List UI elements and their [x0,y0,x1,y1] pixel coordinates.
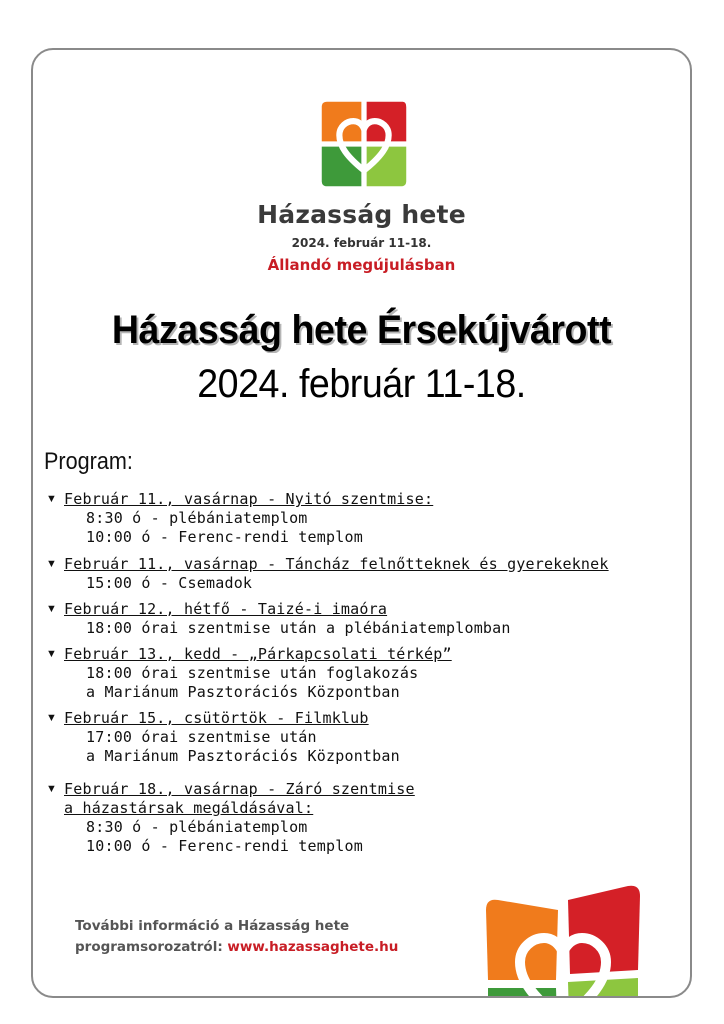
info-line [75,937,398,958]
bullet-icon: ▼ [46,648,57,660]
event-date: 2024. február 11-18. [197,362,526,406]
brand-title: Házasság hete [257,200,466,229]
event-detail: 18:00 órai szentmise után foglakozás [86,664,419,682]
event-list [46,490,686,856]
hazassag-hete-logo [319,100,409,188]
page-title: Házasság hete Érsekújvárott [111,308,612,352]
list-item [46,555,686,593]
website-link[interactable]: www.hazassaghete.hu [227,939,399,955]
event-heading: Február 18., vasárnap - Záró szentmise [64,780,415,798]
event-heading-continued: a házastársak megáldásával: [64,799,314,817]
event-heading: Február 12., hétfő - Taizé-i imaóra [64,600,388,618]
bullet-icon: ▼ [46,558,57,570]
bullet-icon: ▼ [46,783,57,795]
program-label: Program: [44,448,133,475]
event-detail: 8:30 ó - plébániatemplom [86,818,308,836]
info-line: További információ a Házasság hete [75,918,350,934]
event-detail: a Mariánum Pasztorációs Központban [86,683,400,701]
brand-dates: 2024. február 11-18. [291,236,432,250]
event-heading: Február 11., vasárnap - Nyitó szentmise: [64,490,434,508]
more-info [75,916,398,958]
event-detail: 15:00 ó - Csemadok [86,574,253,592]
event-heading: Február 15., csütörtök - Filmklub [64,709,369,727]
event-heading: Február 11., vasárnap - Táncház felnőtteknek és gyerekeknek [64,555,609,573]
bullet-icon: ▼ [46,603,57,615]
event-detail: 17:00 órai szentmise után [86,728,317,746]
list-item [46,780,686,856]
event-detail: 18:00 órai szentmise után a plébániatemplomban [86,619,511,637]
list-item [46,600,686,638]
event-detail: 8:30 ó - plébániatemplom [86,509,308,527]
list-item [46,709,686,766]
bullet-icon: ▼ [46,712,57,724]
event-detail: 10:00 ó - Ferenc-rendi templom [86,528,363,546]
event-detail: 10:00 ó - Ferenc-rendi templom [86,837,363,855]
event-heading: Február 13., kedd - „Párkapcsolati térkép” [64,645,452,663]
hazassag-hete-logo-large [478,870,648,998]
event-detail: a Mariánum Pasztorációs Központban [86,747,400,765]
info-prefix: programsorozatról: [75,939,228,955]
list-item [46,490,686,547]
bullet-icon: ▼ [46,493,57,505]
list-item [46,645,686,702]
brand-motto: Állandó megújulásban [267,256,456,274]
poster-frame [31,48,692,998]
